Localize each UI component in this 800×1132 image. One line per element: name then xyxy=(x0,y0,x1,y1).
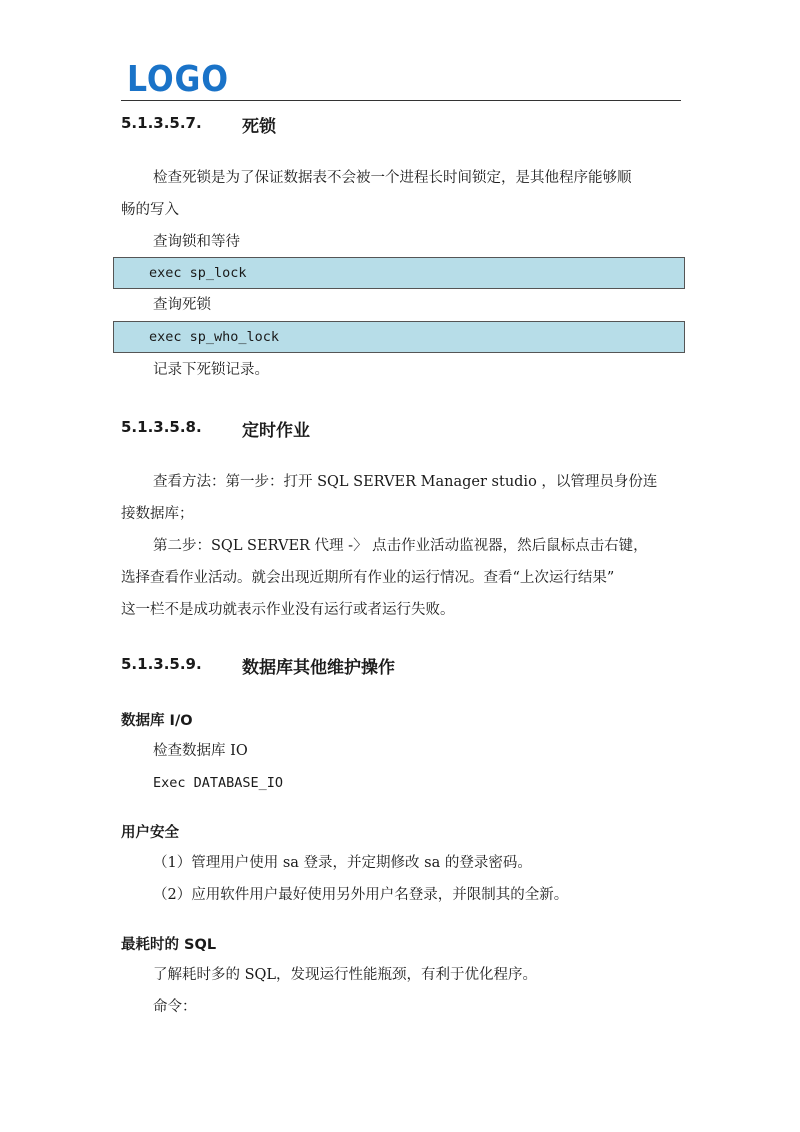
command-label: 命令： xyxy=(153,999,197,1015)
paragraph: 畅的写入 xyxy=(121,202,179,218)
section-title: 数据库其他维护操作 xyxy=(242,658,395,678)
query-deadlock-label: 查询死锁 xyxy=(153,297,211,313)
paragraph: 检查数据库 IO xyxy=(153,743,248,759)
logo-text: LOGO xyxy=(127,59,229,96)
page-header xyxy=(121,58,681,101)
section-number: 5.1.3.5.9. xyxy=(121,655,202,673)
paragraph: 第二步：SQL SERVER 代理 -〉 点击作业活动监视器，然后鼠标点击右键， xyxy=(153,538,648,554)
record-note: 记录下死锁记录。 xyxy=(153,362,269,378)
paragraph: 了解耗时多的 SQL，发现运行性能瓶颈，有利于优化程序。 xyxy=(153,967,538,983)
paragraph: 查看方法：第一步：打开 SQL SERVER Manager studio ，以管理员身份连 xyxy=(153,474,658,490)
paragraph: 接数据库； xyxy=(121,506,194,522)
paragraph: 选择查看作业活动。就会出现近期所有作业的运行情况。查看“上次运行结果” xyxy=(121,570,615,586)
code-text: Exec DATABASE_IO xyxy=(153,775,284,791)
section-heading-scheduled-jobs xyxy=(121,418,521,441)
code-block xyxy=(113,321,685,353)
logo xyxy=(127,58,237,96)
section-number: 5.1.3.5.7. xyxy=(121,114,202,132)
code-block xyxy=(113,257,685,289)
query-lock-label: 查询锁和等待 xyxy=(153,234,240,250)
section-title: 定时作业 xyxy=(242,421,310,441)
subheading-slowest-sql: 最耗时的 SQL xyxy=(121,937,217,953)
paragraph: 检查死锁是为了保证数据表不会被一个进程长时间锁定，是其他程序能够顺 xyxy=(153,170,632,186)
code-text: exec sp_lock xyxy=(149,265,247,281)
section-title: 死锁 xyxy=(242,117,276,137)
paragraph: 这一栏不是成功就表示作业没有运行或者运行失败。 xyxy=(121,602,455,618)
subheading-user-security: 用户安全 xyxy=(121,825,179,841)
section-heading-other-maintenance xyxy=(121,655,521,678)
section-number: 5.1.3.5.8. xyxy=(121,418,202,436)
code-text: exec sp_who_lock xyxy=(149,329,280,345)
list-item: （2）应用软件用户最好使用另外用户名登录，并限制其的全新。 xyxy=(153,887,569,903)
subheading-database-io: 数据库 I/O xyxy=(121,713,193,729)
list-item: （1）管理用户使用 sa 登录，并定期修改 sa 的登录密码。 xyxy=(153,855,532,871)
section-heading-deadlock xyxy=(121,114,521,137)
